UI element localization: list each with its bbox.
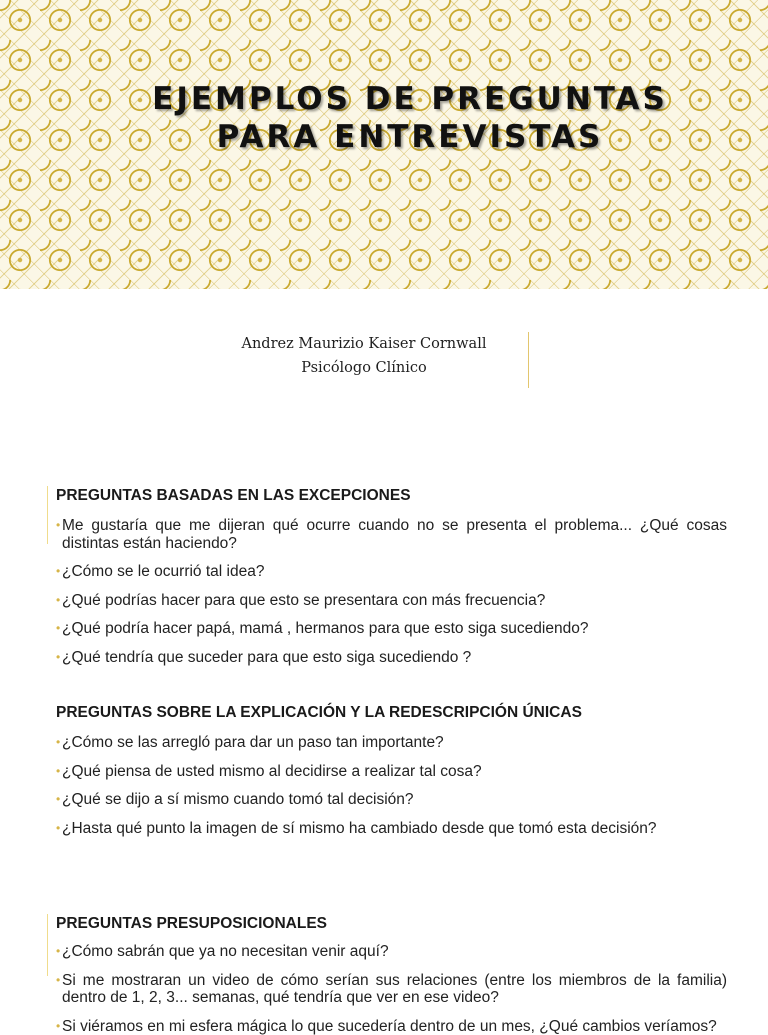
bullet-icon: • (56, 563, 60, 581)
list-item: • ¿Qué podrías hacer para que esto se presentara con más frecuencia? (47, 592, 727, 610)
bullet-icon: • (56, 820, 60, 838)
list-item: • ¿Cómo sabrán que ya no necesitan venir aquí? (47, 943, 727, 961)
section-heading: PREGUNTAS SOBRE LA EXPLICACIÓN Y LA REDESCRIPCIÓN ÚNICAS (47, 703, 727, 723)
author-block (200, 332, 529, 388)
decorative-banner (0, 0, 768, 289)
list-item: • ¿Qué se dijo a sí mismo cuando tomó tal decisión? (47, 791, 727, 809)
section-exceptions (47, 486, 727, 666)
bullet-icon: • (56, 517, 60, 535)
list-item: • ¿Qué piensa de usted mismo al decidirse a realizar tal cosa? (47, 763, 727, 781)
bullet-icon: • (56, 791, 60, 809)
list-item: • ¿Cómo se las arregló para dar un paso tan importante? (47, 734, 727, 752)
page-title: EJEMPLOS DE PREGUNTAS PARA ENTREVISTAS (130, 80, 690, 156)
author-role: Psicólogo Clínico (234, 356, 494, 380)
bullet-icon: • (56, 649, 60, 667)
author-name: Andrez Maurizio Kaiser Cornwall (234, 332, 494, 356)
bullet-icon: • (56, 763, 60, 781)
section-heading: PREGUNTAS PRESUPOSICIONALES (47, 914, 727, 934)
bullet-icon: • (56, 972, 60, 990)
bullet-icon: • (56, 943, 60, 961)
section-heading: PREGUNTAS BASADAS EN LAS EXCEPCIONES (47, 486, 727, 506)
question-list (47, 943, 727, 1035)
list-item: • ¿Qué tendría que suceder para que esto siga sucediendo ? (47, 649, 727, 667)
list-item: • Si me mostraran un video de cómo serían sus relaciones (entre los miembros de la familia) dentro de 1, 2, 3... semanas, qué tendría que ver en ese video? (47, 972, 727, 1007)
list-item: • ¿Qué podría hacer papá, mamá , hermanos para que esto siga sucediendo? (47, 620, 727, 638)
bullet-icon: • (56, 1018, 60, 1035)
list-item: • Me gustaría que me dijeran qué ocurre cuando no se presenta el problema... ¿Qué cosas distintas están haciendo? (47, 517, 727, 552)
bullet-icon: • (56, 734, 60, 752)
list-item: • Si viéramos en mi esfera mágica lo que sucedería dentro de un mes, ¿Qué cambios veríamos? (47, 1018, 727, 1035)
bullet-icon: • (56, 620, 60, 638)
question-list (47, 734, 727, 837)
section-explanation (47, 703, 727, 837)
list-item: • ¿Hasta qué punto la imagen de sí mismo ha cambiado desde que tomó esta decisión? (47, 820, 727, 838)
list-item: • ¿Cómo se le ocurrió tal idea? (47, 563, 727, 581)
section-presuppositional (47, 914, 727, 1035)
question-list (47, 517, 727, 666)
bullet-icon: • (56, 592, 60, 610)
